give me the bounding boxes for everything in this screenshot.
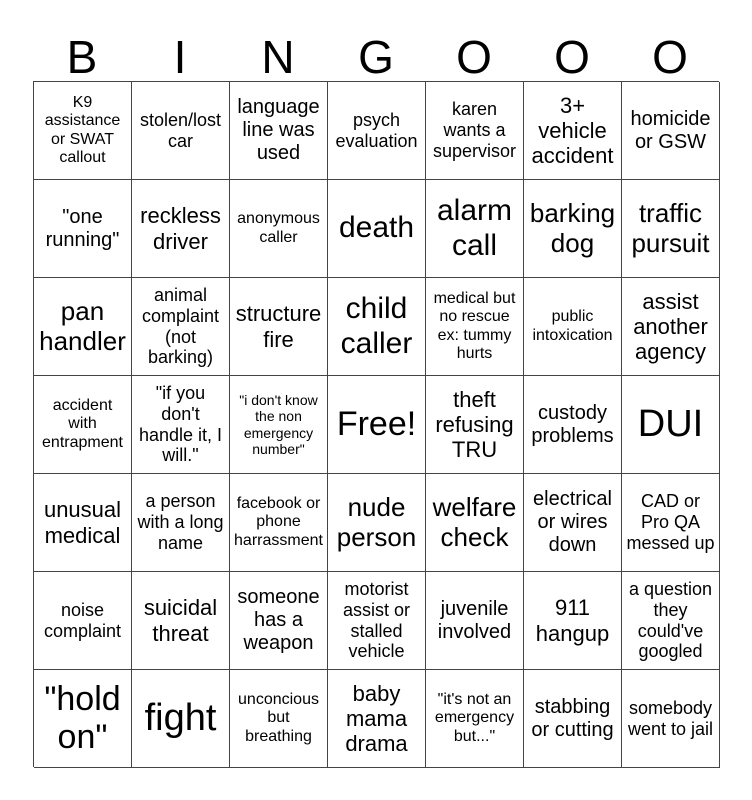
bingo-cell[interactable]: unusual medical: [34, 474, 132, 572]
bingo-grid: [33, 81, 719, 767]
bingo-cell[interactable]: 911 hangup: [524, 572, 622, 670]
bingo-cell[interactable]: welfare check: [426, 474, 524, 572]
bingo-cell[interactable]: "if you don't handle it, I will.": [132, 376, 230, 474]
bingo-cell[interactable]: "one running": [34, 180, 132, 278]
header-letter-g: G: [358, 31, 394, 83]
bingo-cell[interactable]: reckless driver: [132, 180, 230, 278]
bingo-cell[interactable]: DUI: [622, 376, 720, 474]
bingo-cell[interactable]: public intoxication: [524, 278, 622, 376]
bingo-cell[interactable]: death: [328, 180, 426, 278]
bingo-cell[interactable]: baby mama drama: [328, 670, 426, 768]
bingo-cell[interactable]: fight: [132, 670, 230, 768]
bingo-cell[interactable]: accident with entrapment: [34, 376, 132, 474]
header-letter-b: B: [66, 31, 98, 83]
bingo-cell[interactable]: suicidal threat: [132, 572, 230, 670]
bingo-cell[interactable]: barking dog: [524, 180, 622, 278]
bingo-cell[interactable]: pan handler: [34, 278, 132, 376]
bingo-cell[interactable]: a question they could've googled: [622, 572, 720, 670]
bingo-cell[interactable]: stolen/lost car: [132, 82, 230, 180]
bingo-header: [33, 32, 719, 82]
bingo-cell[interactable]: stabbing or cutting: [524, 670, 622, 768]
bingo-cell[interactable]: homicide or GSW: [622, 82, 720, 180]
header-letter-n: N: [261, 31, 295, 83]
bingo-cell[interactable]: "i don't know the non emergency number": [230, 376, 328, 474]
bingo-cell[interactable]: theft refusing TRU: [426, 376, 524, 474]
bingo-cell[interactable]: someone has a weapon: [230, 572, 328, 670]
bingo-cell[interactable]: K9 assistance or SWAT callout: [34, 82, 132, 180]
bingo-cell[interactable]: alarm call: [426, 180, 524, 278]
bingo-cell[interactable]: custody problems: [524, 376, 622, 474]
header-letter-o1: O: [456, 31, 492, 83]
bingo-cell[interactable]: traffic pursuit: [622, 180, 720, 278]
bingo-cell[interactable]: 3+ vehicle accident: [524, 82, 622, 180]
bingo-cell[interactable]: Free!: [328, 376, 426, 474]
bingo-cell[interactable]: juvenile involved: [426, 572, 524, 670]
bingo-cell[interactable]: CAD or Pro QA messed up: [622, 474, 720, 572]
bingo-cell[interactable]: noise complaint: [34, 572, 132, 670]
bingo-cell[interactable]: child caller: [328, 278, 426, 376]
bingo-cell[interactable]: somebody went to jail: [622, 670, 720, 768]
bingo-cell[interactable]: "hold on": [34, 670, 132, 768]
bingo-cell[interactable]: anonymous caller: [230, 180, 328, 278]
bingo-cell[interactable]: karen wants a supervisor: [426, 82, 524, 180]
bingo-cell[interactable]: structure fire: [230, 278, 328, 376]
bingo-cell[interactable]: animal complaint (not barking): [132, 278, 230, 376]
bingo-cell[interactable]: motorist assist or stalled vehicle: [328, 572, 426, 670]
bingo-cell[interactable]: "it's not an emergency but...": [426, 670, 524, 768]
bingo-cell[interactable]: psych evaluation: [328, 82, 426, 180]
header-letter-i: I: [173, 31, 187, 83]
bingo-cell[interactable]: assist another agency: [622, 278, 720, 376]
bingo-cell[interactable]: electrical or wires down: [524, 474, 622, 572]
bingo-cell[interactable]: language line was used: [230, 82, 328, 180]
header-letter-o2: O: [554, 31, 590, 83]
bingo-cell[interactable]: medical but no rescue ex: tummy hurts: [426, 278, 524, 376]
bingo-cell[interactable]: a person with a long name: [132, 474, 230, 572]
header-letter-o3: O: [652, 31, 688, 83]
bingo-cell[interactable]: unconcious but breathing: [230, 670, 328, 768]
bingo-cell[interactable]: nude person: [328, 474, 426, 572]
bingo-cell[interactable]: facebook or phone harrassment: [230, 474, 328, 572]
